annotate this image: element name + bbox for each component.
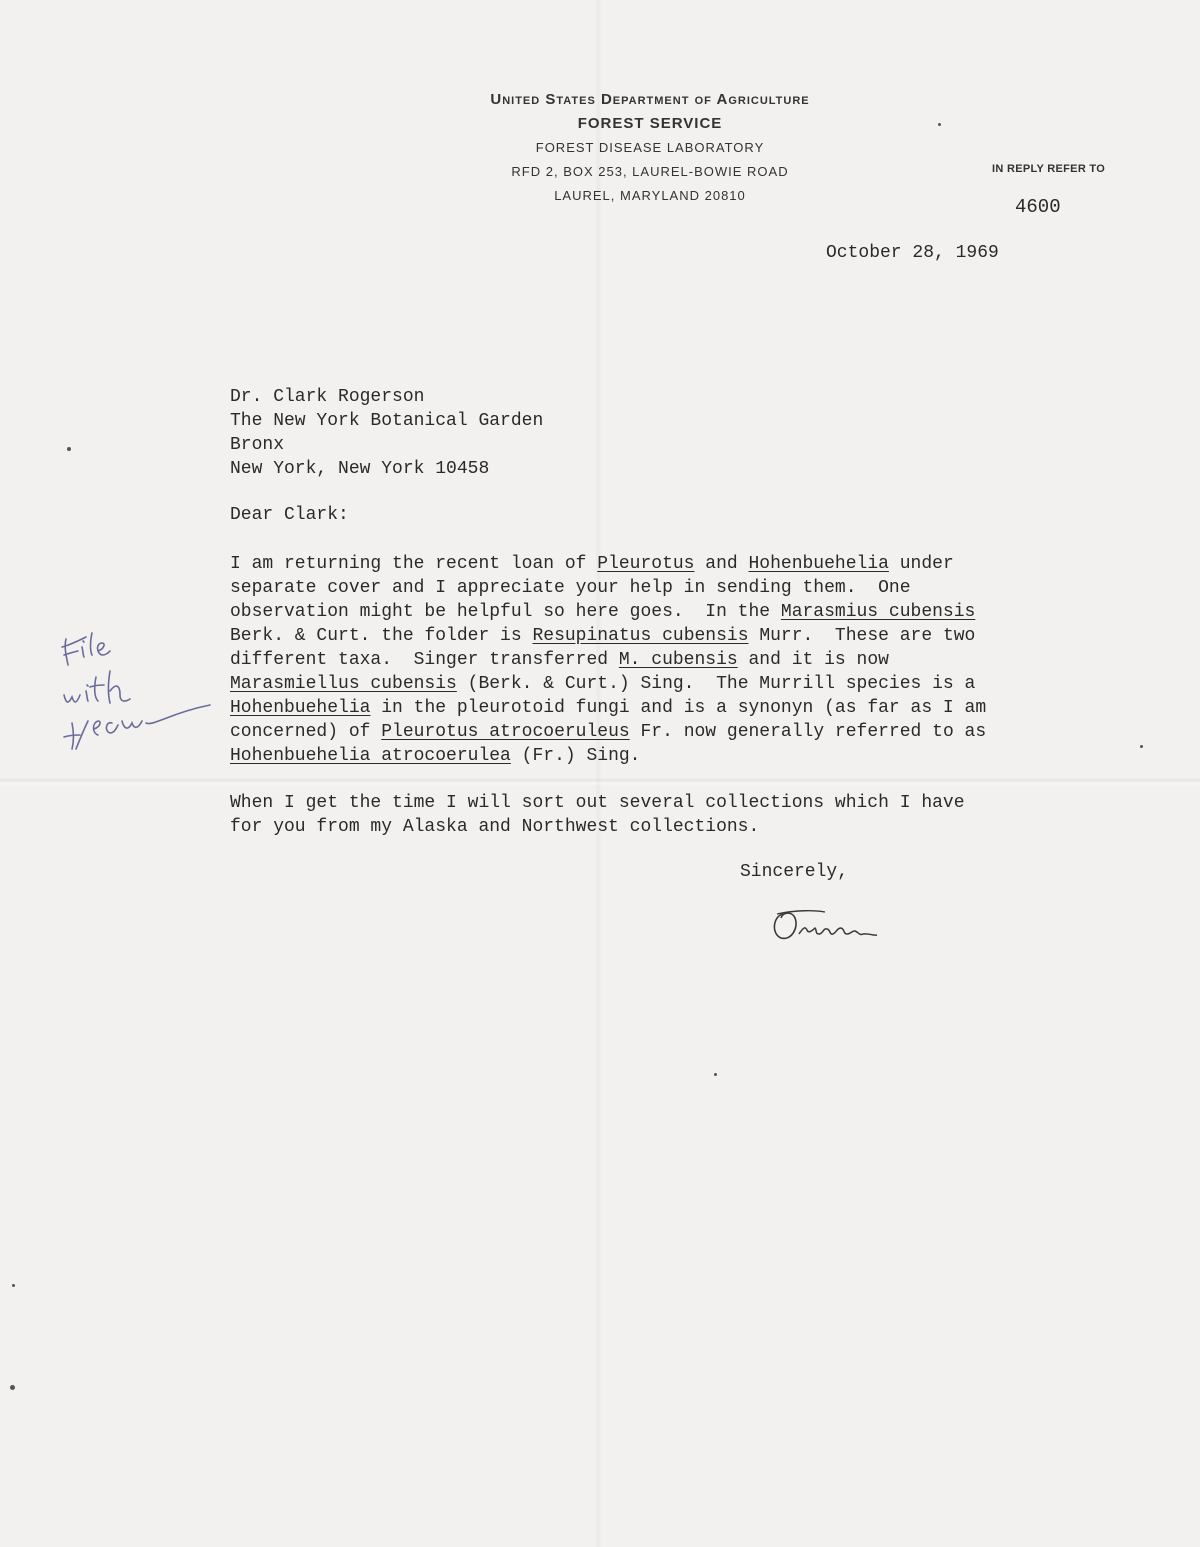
body-paragraph-1 bbox=[230, 552, 986, 768]
signature-image bbox=[765, 900, 885, 950]
recipient-name: Dr. Clark Rogerson bbox=[230, 387, 425, 407]
text-run: under bbox=[888, 554, 954, 574]
text-run: (Fr.) Sing. bbox=[510, 746, 641, 766]
letterhead-laboratory: FOREST DISEASE LABORATORY bbox=[535, 140, 765, 155]
paper-speck bbox=[12, 1284, 15, 1287]
paper-speck bbox=[1140, 745, 1143, 748]
body-line bbox=[230, 624, 986, 648]
body-line bbox=[230, 600, 986, 624]
body-line bbox=[230, 576, 986, 600]
taxon-name: Hohenbuehelia bbox=[230, 698, 371, 718]
reply-refer-number: 4600 bbox=[1015, 196, 1061, 218]
letterhead bbox=[400, 88, 900, 208]
letterhead-city-address: LAUREL, MARYLAND 20810 bbox=[554, 188, 746, 203]
text-run: in the pleurotoid fungi and is a synonyn (as far as I am bbox=[370, 698, 987, 718]
paper-speck bbox=[714, 1073, 717, 1076]
recipient-organization: The New York Botanical Garden bbox=[230, 411, 544, 431]
taxon-name: Pleurotus bbox=[597, 554, 695, 574]
taxon-name: Pleurotus atrocoeruleus bbox=[381, 722, 630, 742]
text-run: and bbox=[694, 554, 749, 574]
overtyped-word: the bbox=[381, 626, 414, 646]
letter-date: October 28, 1969 bbox=[826, 243, 999, 263]
recipient-city: New York, New York 10458 bbox=[230, 459, 490, 479]
taxon-name: M. cubensis bbox=[618, 650, 738, 670]
recipient-borough: Bronx bbox=[230, 435, 285, 455]
margin-note-image bbox=[50, 625, 230, 775]
reply-refer-label: IN REPLY REFER TO bbox=[992, 163, 1106, 175]
paper-speck bbox=[938, 123, 941, 126]
letterhead-service: FOREST SERVICE bbox=[577, 115, 723, 132]
text-run: separate cover and I appreciate your help in sending them. One bbox=[230, 578, 911, 598]
text-run: I am returning the recent loan of bbox=[230, 554, 598, 574]
body-line bbox=[230, 720, 986, 744]
text-run: Murr. These are two bbox=[748, 626, 976, 646]
text-run: Berk. & Curt. bbox=[230, 626, 382, 646]
taxon-name: Marasmius cubensis bbox=[780, 602, 976, 622]
taxon-name: Hohenbuehelia bbox=[748, 554, 889, 574]
paper-speck bbox=[67, 447, 71, 451]
recipient-address bbox=[230, 385, 543, 481]
body-paragraph-2 bbox=[230, 791, 965, 839]
salutation: Dear Clark: bbox=[230, 505, 349, 525]
body-line: for you from my Alaska and Northwest collections. bbox=[230, 817, 760, 837]
taxon-name: Hohenbuehelia atrocoerulea bbox=[230, 746, 511, 766]
text-run: and it is now bbox=[737, 650, 889, 670]
text-run: (Berk. & Curt.) Sing. The Murrill species is a bbox=[456, 674, 976, 694]
body-line bbox=[230, 744, 986, 768]
closing: Sincerely, bbox=[740, 862, 849, 882]
letterhead-street-address: RFD 2, BOX 253, LAUREL-BOWIE ROAD bbox=[511, 164, 789, 179]
body-line: When I get the time I will sort out several collections which I have bbox=[230, 793, 965, 813]
taxon-name: Marasmiellus cubensis bbox=[230, 674, 457, 694]
body-line bbox=[230, 552, 986, 576]
text-run: Fr. now generally referred to as bbox=[629, 722, 987, 742]
body-line bbox=[230, 648, 986, 672]
text-run: concerned) of bbox=[230, 722, 382, 742]
letterhead-department: United States Department of Agriculture bbox=[490, 91, 810, 108]
body-line bbox=[230, 696, 986, 720]
text-run: folder is bbox=[413, 626, 533, 646]
text-run: different taxa. Singer transferred bbox=[230, 650, 619, 670]
body-line bbox=[230, 672, 986, 696]
paper-speck bbox=[10, 1385, 15, 1390]
taxon-name: Resupinatus cubensis bbox=[532, 626, 749, 646]
text-run: observation might be helpful so here goes. In the bbox=[230, 602, 781, 622]
